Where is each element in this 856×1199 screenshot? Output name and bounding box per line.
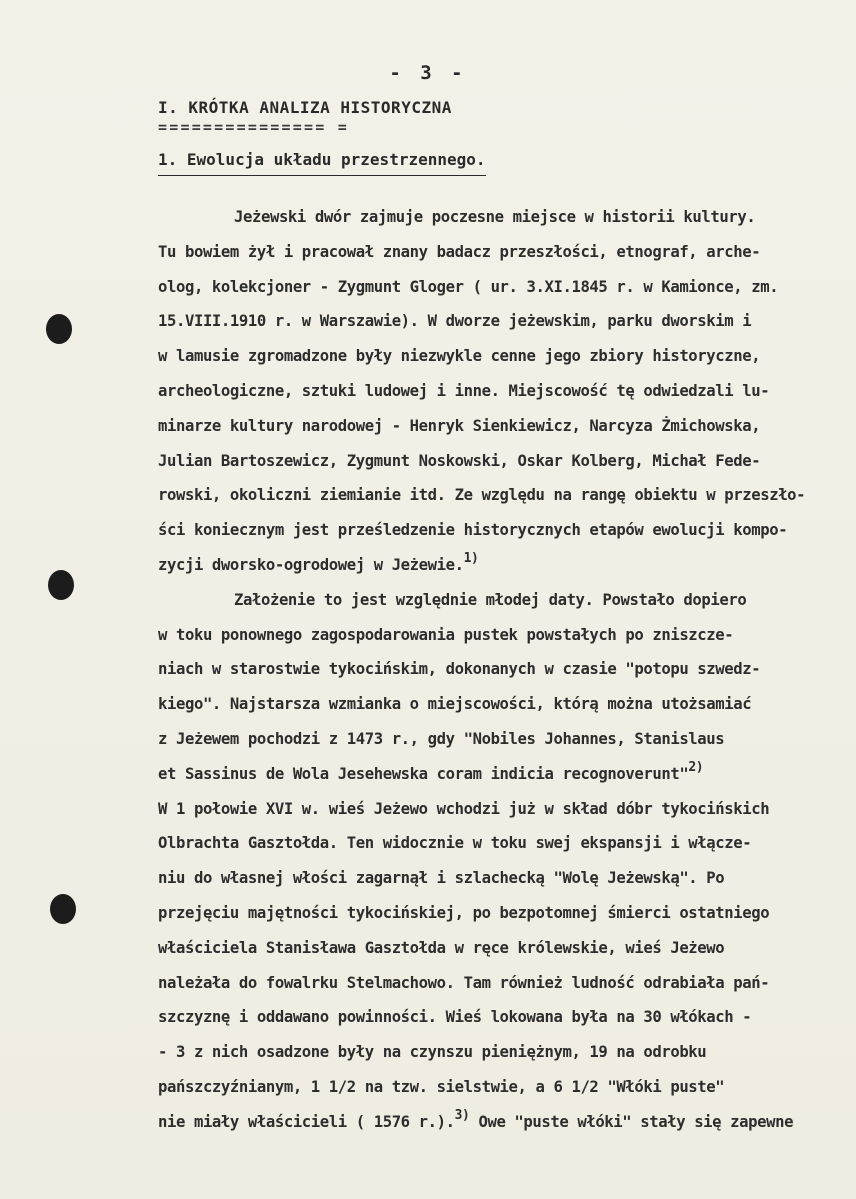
text-line: olog, kolekcjoner - Zygmunt Gloger ( ur. 3.XI.1845 r. w Kamionce, zm. xyxy=(158,277,779,296)
text-line: w toku ponownego zagospodarowania pustek powstałych po zniszcze- xyxy=(158,625,734,644)
text-line: w lamusie zgromadzone były niezwykle cenne jego zbiory historyczne, xyxy=(158,347,761,366)
chapter-title: I. KRÓTKA ANALIZA HISTORYCZNA xyxy=(158,98,452,117)
text-line: Założenie to jest względnie młodej daty. Powstało dopiero xyxy=(234,590,747,609)
text-line: Jeżewski dwór zajmuje poczesne miejsce w historii kultury. xyxy=(234,208,756,226)
text-line: niach w starostwie tykocińskim, dokonanych w czasie "potopu szwedz- xyxy=(158,660,761,679)
text-line: archeologiczne, sztuki ludowej i inne. Miejscowość tę odwiedzali lu- xyxy=(158,381,770,400)
text-line: właściciela Stanisława Gasztołda w ręce królewskie, wieś Jeżewo xyxy=(158,938,725,957)
text-segment: Owe "puste włóki" stały się zapewne xyxy=(469,1112,794,1131)
text-line: ści koniecznym jest prześledzenie historycznych etapów ewolucji kompo- xyxy=(158,521,788,540)
text-line: należała do fowalrku Stelmachowo. Tam również ludność odrabiała pań- xyxy=(158,973,770,992)
footnote-ref: 3) xyxy=(454,1107,470,1123)
text-segment: nie miały właścicieli ( 1576 r.). xyxy=(158,1112,455,1131)
chapter-underline: =============== = xyxy=(158,118,349,136)
punch-hole xyxy=(46,314,72,344)
footnote-ref: 2) xyxy=(688,759,704,775)
text-line: Julian Bartoszewicz, Zygmunt Noskowski, Oskar Kolberg, Michał Fedе- xyxy=(158,451,761,470)
text-line: szczyznę i oddawano powinności. Wieś lokowana była na 30 włókach - xyxy=(158,1008,752,1027)
text-line: z Jeżewem pochodzi z 1473 r., gdy "Nobiles Johannes, Stanislaus xyxy=(158,729,725,748)
text-line: rowski, okoliczni ziemianie itd. Ze względu na rangę obiektu w przeszło- xyxy=(158,486,806,505)
text-line xyxy=(158,1105,848,1140)
text-line: - 3 z nich osadzone były na czynszu pieniężnym, 19 na odrobku xyxy=(158,1043,707,1062)
text-segment: zycji dworsko-ogrodowej w Jeżewie. xyxy=(158,555,464,574)
text-line: pańszczyźnianym, 1 1/2 na tzw. sielstwie, a 6 1/2 "Włóki puste" xyxy=(158,1077,725,1096)
text-line: niu do własnej włości zagarnął i szlachecką "Wolę Jeżewską". Po xyxy=(158,869,725,888)
text-segment: et Sassinus de Wola Jesehewska coram indicia recognoverunt" xyxy=(158,764,689,783)
page-number: - 3 - xyxy=(389,62,467,84)
section-title: 1. Ewolucja układu przestrzennego. xyxy=(158,150,486,176)
footnote-ref: 1) xyxy=(463,550,479,566)
text-line: Olbrachta Gasztołda. Ten widocznie w toku swej ekspansji i włącze- xyxy=(158,834,752,853)
text-line: przejęciu majętności tykocińskiej, po bezpotomnej śmierci ostatniego xyxy=(158,903,770,922)
text-line: minarze kultury narodowej - Henryk Sienkiewicz, Narcyza Żmichowska, xyxy=(158,416,761,435)
text-line: Tu bowiem żył i pracował znany badacz przeszłości, etnograf, arche- xyxy=(158,242,761,261)
text-line: kiego". Najstarsza wzmianka o miejscowości, którą można utożsamiać xyxy=(158,695,752,714)
text-line: W 1 połowie XVI w. wieś Jeżewo wchodzi już w skład dóbr tykocińskich xyxy=(158,799,770,818)
text-line xyxy=(158,548,848,583)
body-text xyxy=(158,200,848,1140)
punch-hole xyxy=(50,894,76,924)
text-line: 15.VIII.1910 r. w Warszawie). W dworze jeżewskim, parku dworskim i xyxy=(158,312,752,331)
punch-hole xyxy=(48,570,74,600)
text-line xyxy=(158,757,848,792)
